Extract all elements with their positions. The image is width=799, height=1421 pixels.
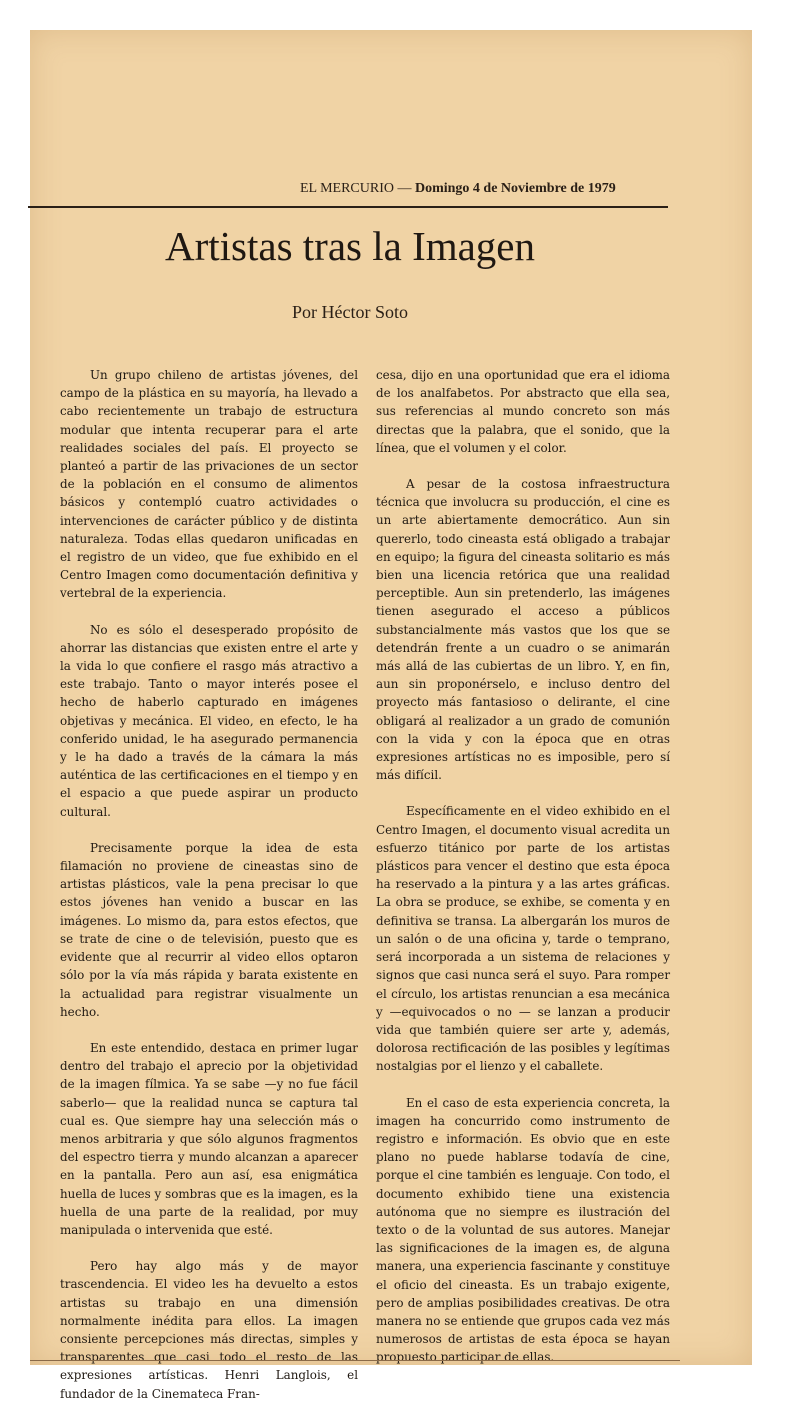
newspaper-name: EL MERCURIO (300, 181, 394, 196)
article-paragraph: Específicamente en el video exhibido en el Centro Imagen, el documento visual acredita un esfuerzo titánico por parte de los artistas plásticos para vencer el destino que esta época ha reservado a la pintura y a las artes gráficas. La obra se produce, se exhibe, se comenta y en definitiva se transa. La albergarán los muros de un salón o de una oficina y, tarde o temprano, será incorporada a un sistema de relaciones y signos que casi nunca será el suyo. Para romper el círculo, los artistas renuncian a esa mecánica y —equivocados o no — se lanzan a producir vida que también quiere ser arte y, además, dolorosa rectificación de las posibles y legítimas nostalgias por el lienzo y el caballete. (376, 804, 670, 1074)
article-column-left (60, 366, 358, 1421)
article-paragraph: Precisamente porque la idea de esta filamación no proviene de cineastas sino de artistas plásticos, vale la pena precisar lo que estos jóvenes han venido a buscar en las imágenes. Lo mismo da, para estos efectos, que se trate de cine o de televisión, puesto que es evidente que al recurrir al video ellos optaron sólo por la vía más rápida y barata existente en la actualidad para registrar visualmente un hecho. (60, 840, 358, 1019)
article-paragraph: Un grupo chileno de artistas jóvenes, del campo de la plástica en su mayoría, ha llevado a cabo recientemente un trabajo de estructura modular que intenta recuperar para el arte realidades sociales del país. El proyecto se planteó a partir de las privaciones de un sector de la población en el consumo de alimentos básicos y contempló cuatro actividades o intervenciones de carácter público y de distinta naturaleza. Todas ellas quedaron unificadas en el registro de un video, que fue exhibido en el Centro Imagen como documentación definitiva y vertebral de la experiencia. (60, 368, 358, 601)
article-paragraph: En el caso de esta experiencia concreta, la imagen ha concurrido como instrumento de registro e información. Es obvio que en este plano no puede hablarse todavía de cine, porque el cine también es lenguaje. Con todo, el documento exhibido tiene una existencia autónoma que no siempre es ilustración del texto o de la voluntad de sus autores. Manejar las significaciones de la imagen es, de alguna manera, una experiencia fascinante y constituye el oficio del cineasta. Es un trabajo exigente, pero de amplias posibilidades creativas. De otra manera no se entiende que grupos cada vez más numerosos de artistas de esta época se hayan propuesto participar de ellas. (376, 1095, 670, 1365)
article-column-right (376, 366, 670, 1385)
publication-date: Domingo 4 de Noviembre de 1979 (414, 181, 616, 196)
masthead (300, 181, 616, 197)
article-paragraph: No es sólo el desesperado propósito de ahorrar las distancias que existen entre el arte y la vida lo que confiere el rasgo más atractivo a este trabajo. Tanto o mayor interés posee el hecho de haberlo capturado en imágenes objetivas y mecánica. El video, en efecto, le ha conferido unidad, le ha asegurado permanencia y le ha dado a través de la cámara la más auténtica de las certificaciones en el tiempo y en el espacio a que puede aspirar un producto cultural. (60, 622, 358, 819)
article-byline: Por Héctor Soto (292, 302, 408, 322)
article-paragraph: Pero hay algo más y de mayor trascendencia. El video les ha devuelto a estos artistas su trabajo en una dimensión normalmente inédita para ellos. La imagen consiente percepciones más directas, simples y transparentes que casi todo el resto de las expresiones artísticas. Henri Langlois, el fundador de la Cinemateca Fran- (60, 1259, 358, 1401)
article-paragraph: En este entendido, destaca en primer lugar dentro del trabajo el aprecio por la objetividad de la imagen fílmica. Ya se sabe —y no fue fácil saberlo— que la realidad nunca se captura tal cual es. Que siempre hay una selección más o menos arbitraria y que sólo algunos fragmentos del espectro tierra y mundo alcanzan a aparecer en la pantalla. Pero aun así, esa enigmática huella de luces y sombras que es la imagen, es la huella de una parte de la realidad, por muy manipulada o intervenida que esté. (60, 1040, 358, 1237)
masthead-separator: — (397, 181, 412, 196)
article-title: Artistas tras la Imagen (164, 223, 536, 269)
article-paragraph: cesa, dijo en una oportunidad que era el idioma de los analfabetos. Por abstracto que ella sea, sus referencias al mundo concreto son más directas que la palabra, que el sonido, que la línea, que el volumen y el color. (376, 368, 670, 455)
clipping-bottom-rule (30, 1360, 680, 1361)
masthead-rule (28, 206, 668, 208)
article-paragraph: A pesar de la costosa infraestructura técnica que involucra su producción, el cine es un arte abiertamente democrático. Aun sin quererlo, todo cineasta está obligado a trabajar en equipo; la figura del cineasta solitario es más bien una licencia retórica que una realidad perceptible. Aun sin pretenderlo, las imágenes tienen asegurado el acceso a públicos substancialmente más vastos que los que se detendrán frente a un cuadro o se animarán más allá de las cubiertas de un libro. Y, en fin, aun sin proponérselo, e incluso dentro del proyecto más fantasioso o delirante, el cine obligará al realizador a un grado de comunión con la vida y con la época que en otras expresiones artísticas no es imposible, pero sí más difícil. (376, 477, 670, 783)
